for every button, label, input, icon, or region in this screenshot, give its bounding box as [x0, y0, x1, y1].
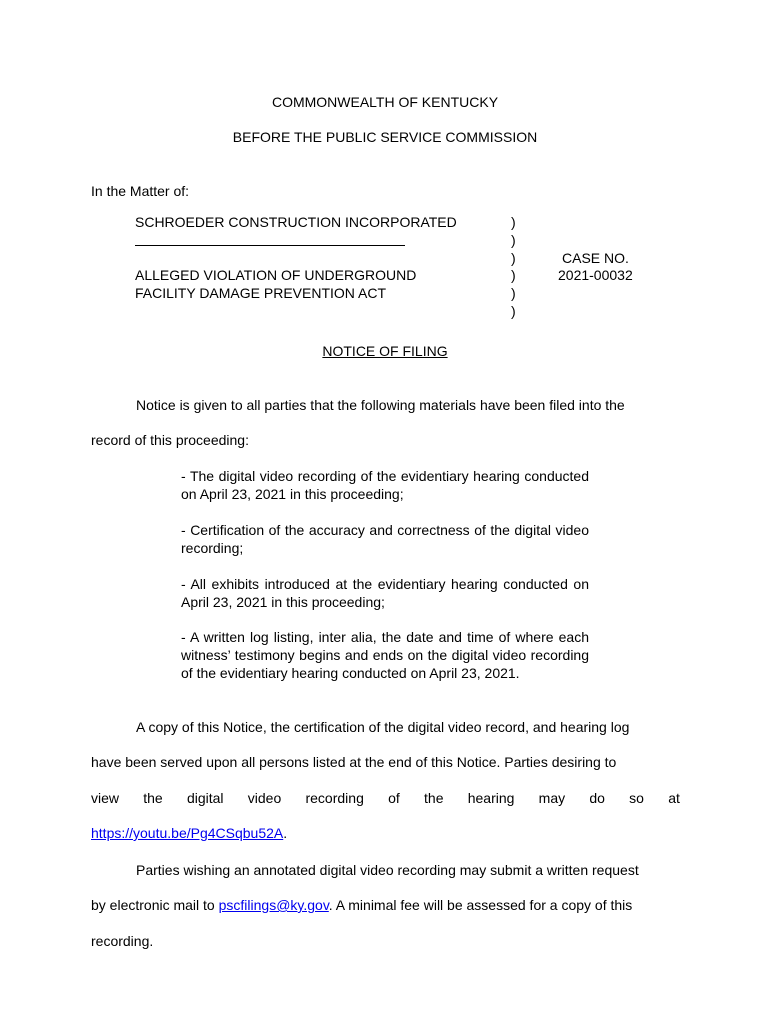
para3-line-3: recording. — [91, 933, 154, 949]
email-link[interactable]: pscfilings@ky.gov — [218, 897, 329, 913]
word: hearing — [467, 790, 515, 806]
intro-line-1: Notice is given to all parties that the following materials have been filed into the — [136, 397, 625, 413]
filed-item: - Certification of the accuracy and correctness of the digital video recording; — [181, 522, 589, 556]
para2-line-4 — [91, 825, 287, 842]
word: do — [589, 790, 605, 806]
word: digital — [186, 790, 224, 806]
court-name: COMMONWEALTH OF KENTUCKY — [271, 94, 499, 110]
intro-line-2: record of this proceeding: — [91, 432, 249, 448]
para3-line-1: Parties wishing an annotated digital video recording may submit a written request — [136, 862, 639, 878]
word: may — [538, 790, 566, 806]
caption-paren: ) — [511, 303, 516, 319]
word: view — [91, 790, 120, 806]
word: recording — [305, 790, 364, 806]
subject-line-1: ALLEGED VIOLATION OF UNDERGROUND — [135, 267, 417, 283]
word: at — [668, 790, 680, 806]
in-the-matter-label: In the Matter of: — [91, 183, 190, 199]
link-suffix: . — [283, 825, 288, 841]
video-link[interactable]: https://youtu.be/Pg4CSqbu52A — [91, 825, 284, 841]
filed-item: - A written log listing, inter alia, the date and time of where each witness’ testimony begins and ends on the digital video recording of the evidentiary hearing conducted on April 23, 2021. — [181, 629, 589, 681]
party-underline — [135, 245, 405, 246]
document-title: NOTICE OF FILING — [322, 343, 448, 359]
para2-line-2: have been served upon all persons listed at the end of this Notice. Parties desiring to — [91, 754, 617, 770]
caption-paren: ) — [511, 267, 516, 283]
para3-line-2 — [91, 897, 632, 914]
caption-paren: ) — [511, 250, 516, 266]
filed-item: - The digital video recording of the evidentiary hearing conducted on April 23, 2021 in this proceeding; — [181, 468, 589, 502]
caption-paren: ) — [511, 232, 516, 248]
word: of — [388, 790, 400, 806]
para3-prefix: by electronic mail to — [91, 897, 219, 913]
filed-item: - All exhibits introduced at the evidentiary hearing conducted on April 23, 2021 in this proceeding; — [181, 576, 589, 610]
subject-line-2: FACILITY DAMAGE PREVENTION ACT — [135, 285, 387, 301]
para3-suffix: . A minimal fee will be assessed for a copy of this — [328, 897, 633, 913]
para2-line-3 — [91, 790, 680, 807]
para2-line-1: A copy of this Notice, the certification of the digital video record, and hearing log — [136, 719, 630, 735]
case-number-label: CASE NO. — [562, 250, 629, 266]
case-number: 2021-00032 — [558, 267, 633, 283]
word: the — [424, 790, 444, 806]
caption-paren: ) — [511, 214, 516, 230]
party-name: SCHROEDER CONSTRUCTION INCORPORATED — [135, 214, 457, 230]
caption-paren: ) — [511, 285, 516, 301]
word: the — [143, 790, 163, 806]
commission-name: BEFORE THE PUBLIC SERVICE COMMISSION — [232, 129, 538, 145]
word: video — [247, 790, 282, 806]
word: so — [629, 790, 644, 806]
